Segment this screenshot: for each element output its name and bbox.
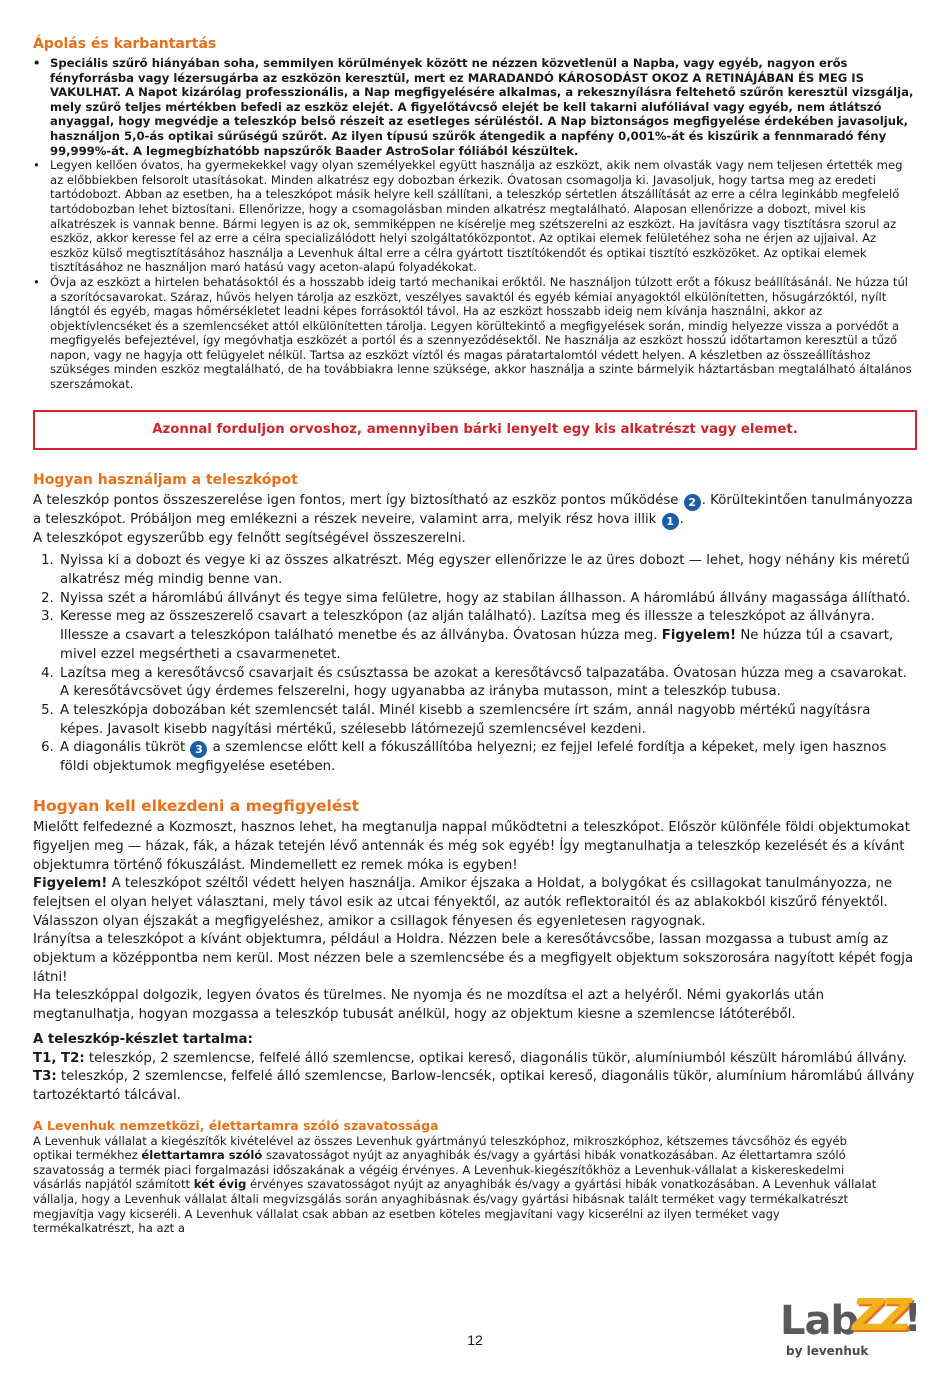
callout-badge-3: 3 (190, 741, 207, 758)
usage-steps (33, 552, 917, 777)
observe-p2-warning: Figyelem! (33, 876, 108, 892)
warranty-text-3: érvényes szavatosságot nyújt az anyaghibák és/vagy a gyártási hibák vonatkozásában. A Levenhuk vállalat vállalja, hogy a Levenhuk vállalat általi megvizsgálás során anyaghibásnak és/vagy gyártási hibásnak talált terméket vagy termékalkatrészt megjavítja vagy kicseréli. A Levenhuk vállalat csak abban az esetben köteles megjavítani vagy kicserélni az ilyen terméket vagy termékalkatrészt, ha azt a (33, 1177, 877, 1236)
warranty-title: A Levenhuk nemzetközi, élettartamra szóló szavatossága (33, 1117, 439, 1133)
step-3 (58, 608, 917, 664)
observe-p4: Ha teleszkóppal dolgozik, legyen óvatos és türelmes. Ne nyomja és ne mozdítsa el azt a helyéről. Némi gyakorlás után megtanulhatja, hogyan mozgassa a teleszkóp tubusát anélkül, hogy az objektum kiesne a szemlencse látóteréből. (33, 988, 825, 1023)
usage-intro (33, 492, 917, 549)
warranty-bold-lifetime: élettartamra szóló (141, 1148, 263, 1163)
warranty-text-2: szavatosságot nyújt az anyaghibák és/vagy a gyártási hibák vonatkozásában. Az élettartamra szóló szavatosság a termék piaci forgalmazási időszakának a végéig érvényes. A Levenhuk-kiegészítőkhöz a Levenhuk-vállalat a kiskereskedelmi vásárlás napjától számított (33, 1148, 846, 1192)
step-2: 2. Nyissa szét a háromlábú állványt és tegye sima felületre, hogy az stabilan állhasson. A háromlábú állvány magassága állítható. (58, 590, 917, 609)
logo-bang: ! (904, 1296, 922, 1340)
callout-badge-2: 2 (684, 494, 701, 511)
page-number: 12 (467, 1332, 483, 1348)
usage-intro-text-a: A teleszkóp pontos összeszerelése igen fontos, mert így biztosítható az eszköz pontos működése (33, 492, 683, 508)
care-bullet-3: • Óvja az eszközt a hirtelen behatásoktól és a hosszabb ideig tartó mechanikai erőktől. Ne használjon túlzott erőt a fókusz beállításánál. Ne húzza túl a szorítócsavarokat. Száraz, hűvös helyen tárolja az eszközt, veszélyes savaktól és egyéb kémiai anyagoktól elkülönítetten, hősugárzóktól, nyílt lángtól és egyéb, magas hőmérsékletet leadni képes forrásoktól távol. Ha az eszközt hosszabb ideig nem kívánja használni, akkor az objektívlencséket és a szemlencséket attól elkülönítetten tárolja. Legyen körültekintő a megfigyelések során, mindig helyezze vissza a porvédőt a megfigyelés befejeztével, így megóvhatja eszközét a portól és a szennyeződésektől. Ne használja az eszközt hosszú időtartamon keresztül a tűző napon, vagy ne hagyja ott felügyelet nélkül. Tartsa az eszközt víztől és magas páratartalomtól védett helyen. A készletben az összeállításhoz szükséges minden eszköz megtalálható, de ha továbbiakra lenne szüksége, akkor használja a szinte bármelyik háztartásban megtalálható általános szerszámokat. (33, 275, 917, 392)
observe-p1: Mielőtt felfedezné a Kozmoszt, hasznos lehet, ha megtanulja nappal működtetni a teleszkópot. Először különféle földi objektumokat figyeljen meg — házak, fák, a házak tetején lévő antennák és még sok egyéb! Így megtanulhatja a teleszkóp kezelését és a kívánt objektumra történő fókuszálást. Mindemellett ez remek móka is egyben! (33, 820, 910, 873)
observe-p2 (33, 875, 917, 931)
usage-intro-paragraph (33, 492, 917, 530)
usage-title: Hogyan használjam a teleszkópot (33, 471, 298, 488)
page-content (33, 36, 917, 1236)
callout-badge-1: 1 (662, 513, 679, 530)
warranty-text (33, 1134, 883, 1236)
step-6 (58, 739, 917, 777)
kit-t3 (33, 1068, 917, 1105)
warranty-text-1: A Levenhuk vállalat a kiegészítők kivételével az összes Levenhuk gyártmányú teleszkóphoz, mikroszkóphoz, kétszemes távcsőhöz és egyéb optikai termékhez (33, 1133, 847, 1163)
logo-tagline: by levenhuk (786, 1344, 869, 1358)
logo-zz: ZZ (852, 1290, 908, 1341)
usage-intro-text-c: . (679, 511, 684, 527)
care-list (33, 56, 917, 392)
step-1: 1. Nyissa ki a dobozt és vegye ki az összes alkatrészt. Még egyszer ellenőrizze le az üres dobozt — lehet, hogy néhány kis méretű alkatrész még mindig benne van. (58, 552, 917, 589)
observe-p3: Irányítsa a teleszkópot a kívánt objektumra, például a Holdra. Nézzen bele a keresőtávcsőbe, lassan mozgassa a tubust amíg az objektum a középpontba nem kerül. Most nézzen bele a szemlencsébe és a megfigyelt objektum sokszorosára nagyított képét fogja látni! (33, 932, 914, 985)
kit-t1-t2-label: T1, T2: (33, 1050, 85, 1066)
step-4: 4. Lazítsa meg a keresőtávcső csavarjait és csúsztassa be azokat a keresőtávcső talpazatába. Óvatosan húzza meg a csavarokat. A keresőtávcsövet úgy érdemes felszerelni, hogy ugyanabba az irányba mutasson, mint a teleszkóp tubusa. (58, 665, 917, 702)
kit-t3-label: T3: (33, 1069, 57, 1085)
kit-t1-t2-text: teleszkóp, 2 szemlencse, felfelé álló szemlencse, optikai kereső, diagonális tükör, alumíniumból készült háromlábú állvány. (84, 1050, 907, 1066)
observe-title: Hogyan kell elkezdeni a megfigyelést (33, 797, 360, 816)
step-6-text-b: a szemlencse előtt kell a fókuszállítóba helyezni; ez fejjel lefelé fordítja a képeket, mely igen hasznos földi objektumok megfigyelése esetében. (60, 740, 887, 775)
usage-intro2: A teleszkópot egyszerűbb egy felnőtt segítségével összeszerelni. (33, 530, 466, 546)
kit-title: A teleszkóp-készlet tartalma: (33, 1031, 253, 1047)
care-title: Ápolás és karbantartás (33, 36, 217, 52)
observe-body (33, 819, 917, 1106)
step-6-text-a: A diagonális tükröt (60, 740, 190, 756)
logo-word: Lab (780, 1298, 859, 1344)
step-5: 5. A teleszkópja dobozában két szemlencsét talál. Minél kisebb a szemlencsére írt szám, annál nagyobb mértékű nagyításra képes. Javasolt kisebb nagyítási mértékű, szélesebb látómezejű szemlencsével kezdeni. (58, 702, 917, 739)
care-bullet-1: • Speciális szűrő hiányában soha, semmilyen körülmények között ne nézzen közvetlenül a Napba, vagy egyéb, nagyon erős fényforrásba vagy lézersugárba az eszközön keresztül, mert ez MARADANDÓ KÁROSODÁST OKOZ A RETINÁJÁBAN ÉS MEG IS VAKULHAT. A Napot kizárólag professzionális, a Nap megfigyelésére alkalmas, a rekesznyílásra feltehető szűrőn keresztül vizsgálja, mely szűrő teljes mértékben befedi az eszköz elejét. A figyelőtávcső elejét be kell takarni alufóliával vagy egyéb, nem átlátszó anyaggal, hogy megvédje a teleszkóp belső részeit az esetleges sérüléstől. A Nap biztonságos megfigyelése érdekében javasoljuk, használjon 5,0-ás optikai sűrűségű szűrőt. Az ilyen típusú szűrők átengedik a napfény 0,001%-át és kiszűrik a fennmaradó fény 99,999%-át. A legmegbízhatóbb napszűrők Baader AstroSolar fóliából készültek. (33, 56, 917, 158)
usage-intro-text-b: . Körültekintően tanulmányozza a teleszkópot. Próbáljon meg emlékezni a részek neveire, valamint arra, melyik rész hova illik (33, 492, 913, 527)
labzz-logo (780, 1292, 920, 1364)
step-3-text-a: Keresse meg az összeszerelő csavart a teleszkópon (az alján található). Lazítsa meg és illessze a teleszkópot az állványra. Illessze a csavart a teleszkópon található menetbe és az állványba. Óvatosan húzza meg. (60, 609, 875, 644)
observe-p2-text: A teleszkópot széltől védett helyen használja. Amikor éjszaka a Holdat, a bolygókat és csillagokat tanulmányozza, ne felejtsen el olyan helyet választani, mely távol esik az utcai fényektől, az autók reflektoraitól és az ablakokból kiszűrő fényektől. Válasszon olyan éjszakát a megfigyeléshez, amikor a csillagok fényesen és egyenletesen ragyognak. (33, 876, 893, 929)
warning-box (33, 410, 917, 450)
care-bullet-2: • Legyen kellően óvatos, ha gyermekekkel vagy olyan személyekkel együtt használja az eszközt, akik nem olvasták vagy nem teljesen értették meg az előbbiekben felsorolt utasításokat. Minden alkatrész egy dobozban érkezik. Óvatosan csomagolja ki. Javasoljuk, hogy tartsa meg az eredeti tartódobozt. Abban az esetben, ha a teleszkópot másik helyre kell szállítani, a teleszkóp sértetlen átszállítását az erre a célra leginkább megfelelő tartódobozban lehet biztosítani. Ellenőrizze, hogy a csomagolásban minden alkatrész megtalálható. Alaposan ellenőrizze a dobozt, mivel kis alkatrészek is vannak benne. Bármi legyen is az ok, semmiképpen ne kísérelje meg szétszerelni az eszközt. Ha javításra vagy tisztításra szorul az eszköz, akkor keresse fel az erre a célra specializálódott helyi szolgáltatóközpontot. Az optikai elemek felületéhez soha ne érjen az ujjaival. Az eszköz külső megtisztításához használja a Levenhuk által erre a célra gyártott tisztítókendőt és optikai tisztító eszközöket. Az optikai elemek tisztításához ne használjon maró hatású vagy aceton-alapú folyadékokat. (33, 158, 917, 275)
step-3-warning: Figyelem! (661, 628, 737, 644)
warning-text: Azonnal forduljon orvoshoz, amennyiben bárki lenyelt egy kis alkatrészt vagy elemet. (152, 422, 798, 438)
warranty-bold-two-years: két évig (193, 1177, 247, 1192)
step-3-text-c: Ne húzza túl a csavart, mivel ezzel megsértheti a csavarmenetet. (60, 628, 894, 662)
kit-t3-text: teleszkóp, 2 szemlencse, felfelé álló szemlencse, Barlow-lencsék, optikai kereső, diagonális tükör, alumínium háromlábú állvány tartozéktartó tálcával. (33, 1069, 915, 1103)
kit-t1-t2 (33, 1050, 917, 1069)
